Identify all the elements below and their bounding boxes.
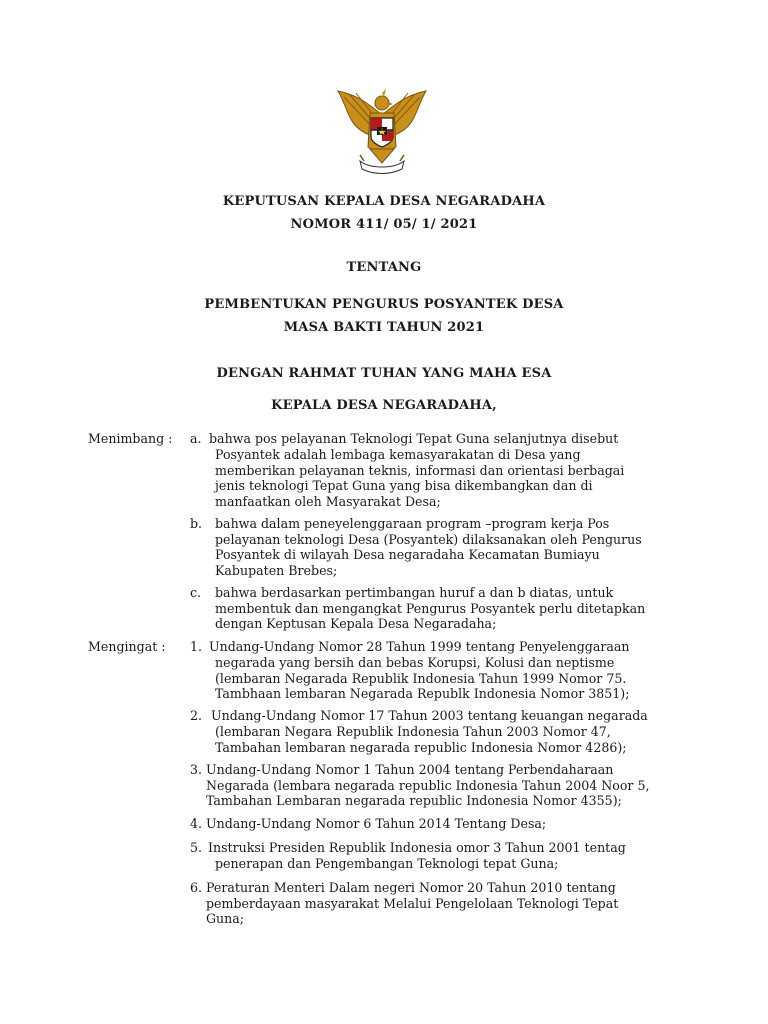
text-line: negarada yang bersih dan bebas Korupsi, Kolusi dan neptisme [215,655,615,670]
menimbang-item-a-cont [215,447,679,509]
text-line: pelayanan teknologi Desa (Posyantek) dilaksanakan oleh Pengurus [215,531,642,547]
menimbang-marker-b: b. [190,516,203,531]
mengingat-item-1-cont [215,655,679,702]
menimbang-item-c [215,585,679,632]
text-line: Instruksi Presiden Republik Indonesia omor 3 Tahun 2001 tentag [208,840,626,855]
mengingat-item-2-cont [215,724,679,755]
mengingat-marker-4: 4. [190,816,203,831]
text-line: jenis teknologi Tepat Guna yang bisa dikembangkan dan di [215,478,593,494]
subject-line-2: MASA BAKTI TAHUN 2021 [283,320,485,335]
mengingat-item-1 [209,639,679,655]
text-line: Undang-Undang Nomor 28 Tahun 1999 tentang Penyelenggaraan [209,639,630,654]
text-line: Guna; [206,911,245,927]
text-line: manfaatkan oleh Masyarakat Desa; [215,493,441,509]
text-line: Tambahan lembaran negarada republic Indonesia Nomor 4286); [215,739,627,755]
menimbang-item-a [209,431,679,447]
text-line: membentuk dan mengangkat Pengurus Posyantek perlu ditetapkan [215,600,646,616]
menimbang-label: Menimbang : [88,431,173,446]
menimbang-marker-a: a. [190,431,202,446]
mengingat-marker-1: 1. [190,639,203,654]
official-title: KEPALA DESA NEGARADAHA, [271,398,497,413]
garuda-emblem-icon [330,85,434,177]
text-line: Undang-Undang Nomor 1 Tahun 2004 tentang Perbendaharaan [206,762,614,777]
mengingat-item-5 [208,840,679,856]
text-line: bahwa berdasarkan pertimbangan huruf a dan b diatas, untuk [215,585,614,600]
mengingat-item-6 [206,880,679,927]
mengingat-marker-6: 6. [190,880,203,895]
menimbang-item-b [215,516,679,578]
mengingat-item-3 [206,762,679,809]
text-line: bahwa pos pelayanan Teknologi Tepat Guna selanjutnya disebut [209,431,619,446]
mengingat-marker-3: 3. [190,762,203,777]
text-line: Undang-Undang Nomor 17 Tahun 2003 tentang keuangan negarada [211,708,648,723]
text-line: (lembaran Negara Republik Indonesia Tahun 2003 Nomor 47, [215,724,611,739]
text-line: Peraturan Menteri Dalam negeri Nomor 20 Tahun 2010 tentang [206,880,616,895]
text-line: pemberdayaan masyarakat Melalui Pengelolaan Teknologi Tepat [206,895,619,911]
text-line: penerapan dan Pengembangan Teknologi tepat Guna; [215,856,559,871]
subject-line-1: PEMBENTUKAN PENGURUS POSYANTEK DESA [204,297,564,312]
text-line: memberikan pelayanan teknis, informasi dan orientasi berbagai [215,462,625,478]
text-line: Posyantek di wilayah Desa negaradaha Kecamatan Bumiayu [215,547,600,563]
mengingat-item-2 [211,708,679,724]
text-line: Tambhaan lembaran Negarada Republk Indonesia Nomor 3851); [215,686,630,702]
invocation: DENGAN RAHMAT TUHAN YANG MAHA ESA [216,366,552,381]
mengingat-item-4 [206,816,679,832]
tentang-heading: TENTANG [346,260,422,275]
text-line: Tambahan Lembaran negarada republic Indonesia Nomor 4355); [206,793,622,809]
text-line: (lembaran Negarada Republik Indonesia Tahun 1999 Nomor 75. [215,670,627,686]
menimbang-marker-c: c. [190,585,202,600]
text-line: bahwa dalam peneyelenggaraan program –program kerja Pos [215,516,610,531]
mengingat-marker-5: 5. [190,840,203,855]
decree-number: NOMOR 411/ 05/ 1/ 2021 [290,217,478,232]
mengingat-marker-2: 2. [190,708,203,723]
decree-title: KEPUTUSAN KEPALA DESA NEGARADAHA [222,194,546,209]
text-line: Undang-Undang Nomor 6 Tahun 2014 Tentang Desa; [206,816,547,831]
mengingat-label: Mengingat : [88,639,166,654]
text-line: Kabupaten Brebes; [215,562,338,578]
text-line: dengan Keptusan Kepala Desa Negaradaha; [215,616,497,632]
text-line: Posyantek adalah lembaga kemasyarakatan di Desa yang [215,447,581,462]
text-line: Negarada (lembara negarada republic Indonesia Tahun 2004 Noor 5, [206,777,650,793]
mengingat-item-5-cont [215,856,679,872]
